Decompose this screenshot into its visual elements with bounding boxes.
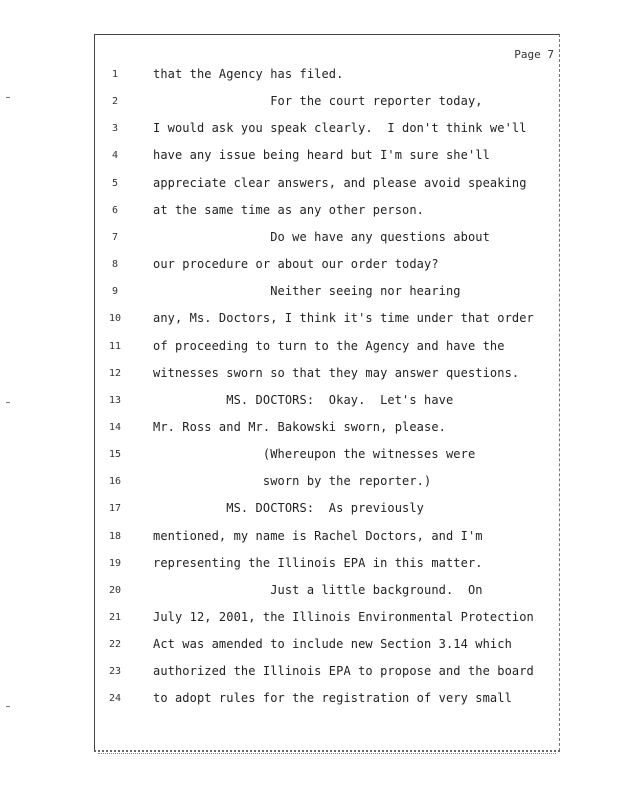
footer-scan-artifact (98, 753, 556, 758)
transcript-line: representing the Illinois EPA in this matter. (153, 556, 483, 570)
transcript-line: Neither seeing nor hearing (153, 284, 461, 298)
transcript-line: sworn by the reporter.) (153, 474, 432, 488)
scan-mark (6, 402, 10, 403)
line-number: 5 (111, 178, 119, 189)
transcript-line: mentioned, my name is Rachel Doctors, and I'm (153, 529, 483, 543)
line-number: 13 (108, 395, 122, 406)
transcript-line: For the court reporter today, (153, 94, 483, 108)
transcript-line: Act was amended to include new Section 3.14 which (153, 637, 512, 651)
transcript-line: Do we have any questions about (153, 230, 490, 244)
bottom-rule (94, 750, 560, 752)
line-number: 9 (111, 286, 119, 297)
line-number: 1 (111, 69, 119, 80)
transcript-line: appreciate clear answers, and please avoid speaking (153, 176, 527, 190)
line-number: 11 (108, 341, 122, 352)
line-number: 7 (111, 232, 119, 243)
transcript-line: of proceeding to turn to the Agency and have the (153, 339, 505, 353)
line-number: 3 (111, 123, 119, 134)
transcript-line: Just a little background. On (153, 583, 483, 597)
line-number: 21 (108, 612, 122, 623)
line-number: 6 (111, 205, 119, 216)
transcript-line: I would ask you speak clearly. I don't think we'll (153, 121, 527, 135)
line-number: 12 (108, 368, 122, 379)
transcript-line: to adopt rules for the registration of very small (153, 691, 512, 705)
transcript-line: any, Ms. Doctors, I think it's time under that order (153, 311, 534, 325)
line-number: 20 (108, 585, 122, 596)
line-number: 22 (108, 639, 122, 650)
line-number: 10 (108, 313, 122, 324)
transcript-line: (Whereupon the witnesses were (153, 447, 476, 461)
line-number: 15 (108, 449, 122, 460)
transcript-line: MS. DOCTORS: As previously (153, 501, 425, 515)
line-number: 19 (108, 558, 122, 569)
transcript-line: at the same time as any other person. (153, 203, 425, 217)
transcript-line: have any issue being heard but I'm sure she'll (153, 148, 490, 162)
line-number: 18 (108, 531, 122, 542)
line-number: 14 (108, 422, 122, 433)
transcript-line: witnesses sworn so that they may answer questions. (153, 366, 520, 380)
transcript-line: Mr. Ross and Mr. Bakowski sworn, please. (153, 420, 446, 434)
line-number: 23 (108, 666, 122, 677)
line-number: 24 (108, 693, 122, 704)
scan-mark (6, 706, 10, 707)
transcript-line: MS. DOCTORS: Okay. Let's have (153, 393, 454, 407)
transcript-line: authorized the Illinois EPA to propose and the board (153, 664, 534, 678)
transcript-line: that the Agency has filed. (153, 67, 344, 81)
line-number: 4 (111, 150, 119, 161)
transcript-line: July 12, 2001, the Illinois Environmental Protection (153, 610, 534, 624)
line-number: 16 (108, 476, 122, 487)
line-number: 8 (111, 259, 119, 270)
line-number: 2 (111, 96, 119, 107)
transcript-line: our procedure or about our order today? (153, 257, 439, 271)
line-number: 17 (108, 503, 122, 514)
page-number: Page 7 (514, 48, 554, 61)
scan-mark (6, 97, 10, 98)
